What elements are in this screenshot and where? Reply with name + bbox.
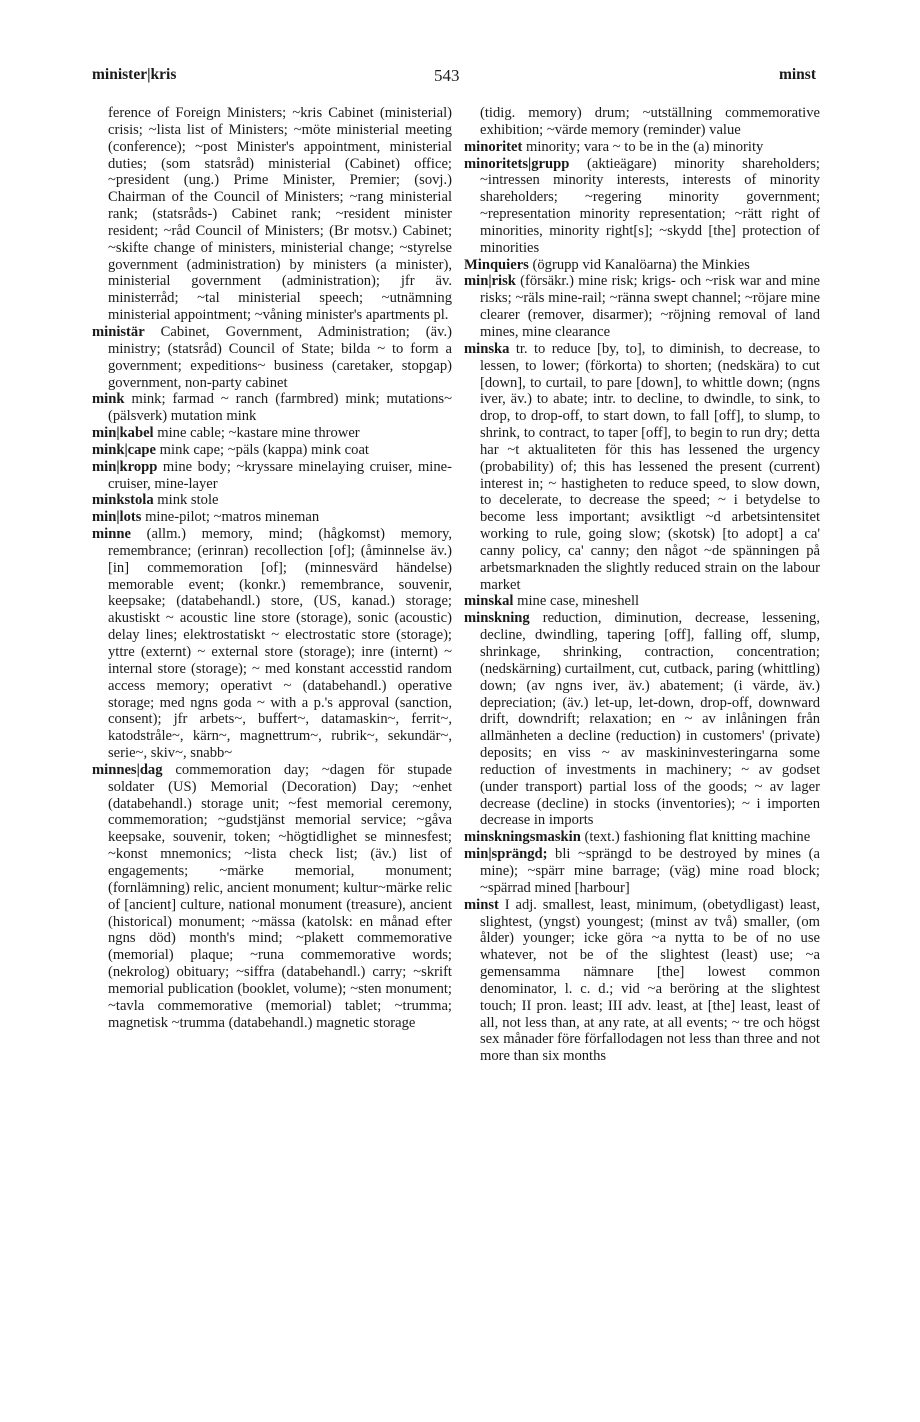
- headword: minskningsmaskin: [464, 829, 581, 846]
- dictionary-entry: (tidig. memory) drum; ~utställning commemorative exhibition; ~värde memory (reminder) value: [480, 105, 820, 138]
- dictionary-entry: min|sprängd; bli ~sprängd to be destroyed by mines (a mine); ~spärr mine barrage; (väg) mine road block; ~spärrad mined [harbour]: [464, 846, 820, 896]
- header-right-guideword: minst: [778, 66, 816, 83]
- dictionary-entry: minst I adj. smallest, least, minimum, (obetydligast) least, slightest, (yngst) youngest; (minst av två) smaller, (om ålder) younger; icke göra ~a nytta to be of no use whatever, not be of the slightest (least) use; ~a gemensamma nämnare [the] lowest common denominator, l. c. d.; vid ~a beröring at the slightest touch; II pron. least; III adv. least, at [the] least, least of all, not less than, at any rate, at all events; ~ tre och högst sex månader före förfallodagen not less than three and not more than six months: [464, 896, 820, 1065]
- dictionary-entry: mink|cape mink cape; ~päls (kappa) mink coat: [92, 441, 369, 458]
- headword: minoritets|grupp: [464, 155, 570, 172]
- dictionary-entry: ministär Cabinet, Government, Administration; (äv.) ministry; (statsråd) Council of State; bilda ~ to form a government; expeditions~ business (caretaker, stopgap) government, non-party cabinet: [92, 323, 452, 391]
- headword: min|kropp: [92, 458, 158, 475]
- page-number: 543: [434, 66, 460, 85]
- headword: ministär: [92, 323, 145, 340]
- dictionary-entry: min|kabel mine cable; ~kastare mine thrower: [92, 425, 360, 442]
- dictionary-entry: min|risk (försäkr.) mine risk; krigs- och ~risk war and mine risks; ~räls mine-rail; ~ränna swept channel; ~röjare mine clearer (remover, disarmer); ~röjning removal of land mines, mine clearance: [464, 273, 820, 340]
- dictionary-entry: minkstola mink stole: [92, 492, 219, 509]
- headword: mink|cape: [92, 441, 157, 458]
- headword: minskal: [464, 593, 514, 610]
- left-column: [92, 105, 452, 1031]
- dictionary-entry: min|kropp mine body; ~kryssare minelaying cruiser, mine-cruiser, mine-layer: [92, 458, 452, 492]
- dictionary-entry: minskal mine case, mineshell: [464, 593, 640, 610]
- headword: minst: [464, 896, 499, 913]
- dictionary-entry: minoritets|grupp (aktieägare) minority shareholders; ~intressen minority interests, interests of minority shareholders; ~regering minority government; ~representation minority representation; ~rätt right of minorities, minority right[s]; ~skydd [the] protection of minorities: [464, 155, 820, 256]
- dictionary-entry: minne (allm.) memory, mind; (hågkomst) memory, remembrance; (erinran) recollection [of]; (åminnelse äv.) [in] commemoration [of]; (minnesvärd händelse) memorable event; (konkr.) remembrance, souvenir, keepsake; (databehandl.) store, (US, kanad.) storage; akustiskt ~ acoustic line store (storage), sonic (acoustic) delay lines; elektrostatiskt ~ electrostatic store (storage); yttre (externt) ~ external store (storage); inre (internt) ~ internal store (storage); ~ med konstant accesstid random access memory; operativt ~ (databehandl.) operative storage; med ngns goda ~ with a p.'s approval (sanction, consent); jfr arbets~, buffert~, datamaskin~, ferrit~, katodstråle~, kärn~, magnettrum~, rubrik~, sekundär~, serie~, skiv~, snabb~: [92, 526, 452, 762]
- headword: mink: [92, 391, 125, 408]
- right-column: [464, 105, 820, 1065]
- dictionary-entry: minskning reduction, diminution, decrease, lessening, decline, dwindling, tapering [off], falling off, slump, shrinkage, shrinking, contraction, concentration; (nedskärning) curtailment, cut, cutback, paring (whittling) down; (av ngns iver, äv.) abatement; (i värde, äv.) depreciation; (äv.) let-up, let-down, drop-off, downward drift, downdrift; relaxation; en ~ av inlåningen från allmänheten a decline (reduction) in customers' (private) deposits; en viss ~ av maskininvesteringarna some reduction of investments in machinery; ~ av godset (under transport) partial loss of the goods; ~ av lager decrease (decline) in stocks (inventories); ~ i importen decrease in imports: [464, 610, 820, 829]
- headword: min|kabel: [92, 425, 154, 442]
- headword: min|risk: [464, 273, 516, 290]
- dictionary-entry: mink mink; farmad ~ ranch (farmbred) mink; mutations~ (pälsverk) mutation mink: [92, 391, 452, 425]
- headword: minska: [464, 340, 510, 357]
- dictionary-entry: minska tr. to reduce [by, to], to diminish, to decrease, to lessen, to lower; (förkorta) to shorten; (nedskära) to cut [down], to curtail, to pare [down], to whittle down; (ngns iver, äv.) to abate; intr. to decline, to dwindle, to sink, to drop, to drop-off, to start down, to fall [off], to slump, to shrink, to contract, to taper [off], to begin to run dry; detta har ~t aktualiteten för this has lessened the urgency (probability) of; this has lessened the present (current) interest in; ~ hastigheten to reduce speed, to slow down, to decelerate, to decrease the speed; ~ i betydelse to become less important; avsiktligt ~d arbetsintensitet working to rule, going slow; (skotsk) [to adopt] a ca' canny policy, ca' canny; den något ~de spänningen på arbetsmarknaden the slightly reduced strain on the labour market: [464, 340, 820, 593]
- headword: minne: [92, 526, 131, 543]
- dictionary-entry: minnes|dag commemoration day; ~dagen för stupade soldater (US) Memorial (Decoration) Day; ~enhet (databehandl.) storage unit; ~fest memorial ceremony, commemoration; ~gudstjänst memorial service; ~gåva keepsake, souvenir, token; ~högtidlighet se minnesfest; ~konst mnemonics; ~lista check list; (äv.) list of engagements; ~märke memorial, monument; (fornlämning) relic, ancient monument; kultur~märke relic of [ancient] culture, national monument (treasure), ancient (historical) monument; ~mässa (katolsk: en månad efter ngns död) month's mind; ~plakett commemorative (memorial) plaque; ~runa commemorative words; (nekrolog) obituary; ~siffra (databehandl.) carry; ~skrift memorial publication (booklet, volume); ~sten monument; ~tavla commemorative (memorial) tablet; ~trumma; magnetisk ~trumma (databehandl.) magnetic storage: [92, 761, 452, 1031]
- headword: minkstola: [92, 492, 154, 509]
- headword: min|lots: [92, 509, 142, 526]
- headword: minnes|dag: [92, 761, 163, 778]
- headword: minoritet: [464, 138, 523, 155]
- header-left-guideword: minister|kris: [92, 66, 177, 83]
- dictionary-entry: ference of Foreign Ministers; ~kris Cabinet (ministerial) crisis; ~lista list of Ministers; ~möte ministerial meeting (conference); ~post Minister's appointment, ministerial duties; (som statsråd) ministerial (Cabinet) office; ~president (ung.) Prime Minister, Premier; (sovj.) Chairman of the Council of Ministers; ~rang ministerial rank; (statsråds-) Cabinet rank; ~resident minister resident; ~råd Council of Ministers; (Br motsv.) Cabinet; ~skifte change of ministers, ministerial change; ~styrelse government (administration) by ministers (a minister), ministerial government (administration); jfr äv. ministerråd; ~tal ministerial speech; ~utnämning ministerial appointment; ~våning minister's apartments pl.: [108, 105, 452, 324]
- dictionary-entry: minskningsmaskin (text.) fashioning flat knitting machine: [464, 829, 811, 846]
- headword: min|sprängd;: [464, 846, 548, 863]
- dictionary-entry: minoritet minority; vara ~ to be in the (a) minority: [464, 138, 764, 155]
- dictionary-entry: Minquiers (ögrupp vid Kanalöarna) the Minkies: [464, 256, 750, 273]
- headword: Minquiers: [464, 256, 529, 273]
- headword: minskning: [464, 610, 530, 627]
- dictionary-entry: min|lots mine-pilot; ~matros mineman: [92, 509, 320, 526]
- page-header: [0, 66, 920, 90]
